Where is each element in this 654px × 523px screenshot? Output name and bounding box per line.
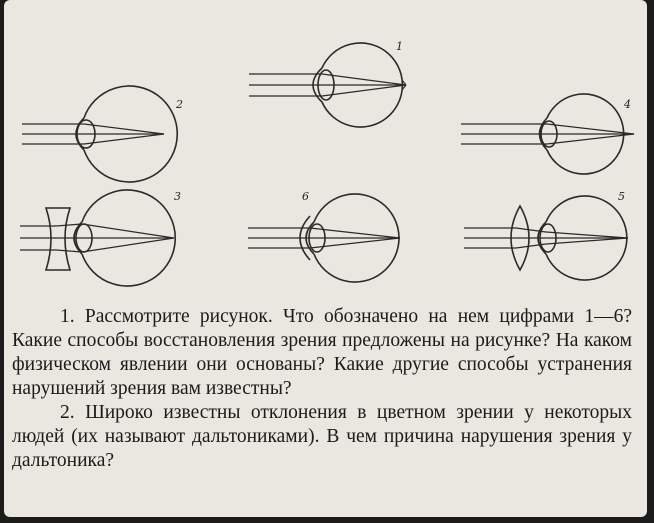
eye-diagram-3 bbox=[20, 190, 181, 286]
concave-lens bbox=[46, 208, 70, 270]
eye-diagrams-figure bbox=[4, 0, 647, 300]
diagram-label-2: 2 bbox=[176, 98, 183, 111]
question-2: 2. Широко известны отклонения в цветном зрении у некоторых людей (их называют дальтониками). В чем причина нарушения зрения у дальтоника? bbox=[12, 402, 632, 471]
eye-diagram-6 bbox=[248, 190, 400, 282]
eye-diagram-1 bbox=[249, 40, 406, 127]
question-1: 1. Рассмотрите рисунок. Что обозначено на нем цифрами 1—6? Какие способы восстановления зрения предложены на рисунке? На каком физическом явлении они основаны? Какие другие способы устранения нарушений зрения вам известны? bbox=[12, 306, 632, 399]
diagram-label-3: 3 bbox=[174, 190, 181, 203]
diagram-label-6: 6 bbox=[302, 190, 309, 203]
eye-diagram-4 bbox=[461, 94, 634, 174]
textbook-page bbox=[4, 0, 647, 517]
diagram-label-5: 5 bbox=[618, 190, 625, 203]
diagram-label-4: 4 bbox=[624, 98, 631, 111]
eye-diagram-5 bbox=[464, 190, 628, 280]
question-text-block bbox=[12, 305, 632, 473]
eye-diagram-2 bbox=[22, 86, 183, 182]
diagram-label-1: 1 bbox=[396, 40, 403, 53]
